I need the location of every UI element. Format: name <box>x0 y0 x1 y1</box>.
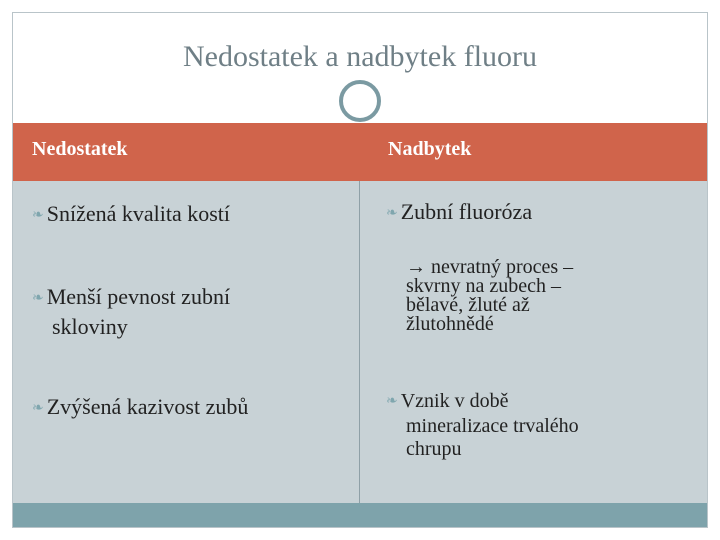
right-item-3-line2: mineralizace trvalého <box>406 415 579 437</box>
left-item-3-text: Zvýšená kazivost zubů <box>46 394 249 419</box>
column-divider <box>359 181 360 503</box>
right-item-3-line1: ❧ Vznik v době <box>386 390 509 412</box>
left-item-2-text: Menší pevnost zubní <box>46 284 231 309</box>
bullet-icon: ❧ <box>32 401 44 416</box>
slide-title: Nedostatek a nadbytek fluoru <box>182 40 538 73</box>
footer-band <box>13 503 707 527</box>
right-item-1 <box>386 200 532 228</box>
right-item-2-line4: žlutohnědé <box>406 313 494 335</box>
bullet-icon: ❧ <box>386 206 398 221</box>
left-item-3 <box>32 395 248 423</box>
bullet-icon: ❧ <box>386 394 398 409</box>
bullet-icon: ❧ <box>32 291 44 306</box>
title-circle-decoration <box>339 80 381 122</box>
left-item-2-continuation: skloviny <box>52 314 128 339</box>
right-item-2-line3: bělavé, žluté až <box>406 294 530 316</box>
right-item-1-text: Zubní fluoróza <box>400 199 533 224</box>
left-item-1 <box>32 202 230 230</box>
right-item-2-line2: skvrny na zubech – <box>406 275 561 297</box>
right-item-2-line1: → nevratný proces – <box>406 256 574 278</box>
left-item-1-text: Snížená kvalita kostí <box>46 201 231 226</box>
bullet-icon: ❧ <box>32 208 44 223</box>
header-right: Nadbytek <box>388 138 472 160</box>
header-left: Nedostatek <box>32 138 128 160</box>
arrow-right-icon: → <box>406 256 426 278</box>
right-item-3-line3: chrupu <box>406 438 462 460</box>
left-item-2 <box>32 285 230 313</box>
